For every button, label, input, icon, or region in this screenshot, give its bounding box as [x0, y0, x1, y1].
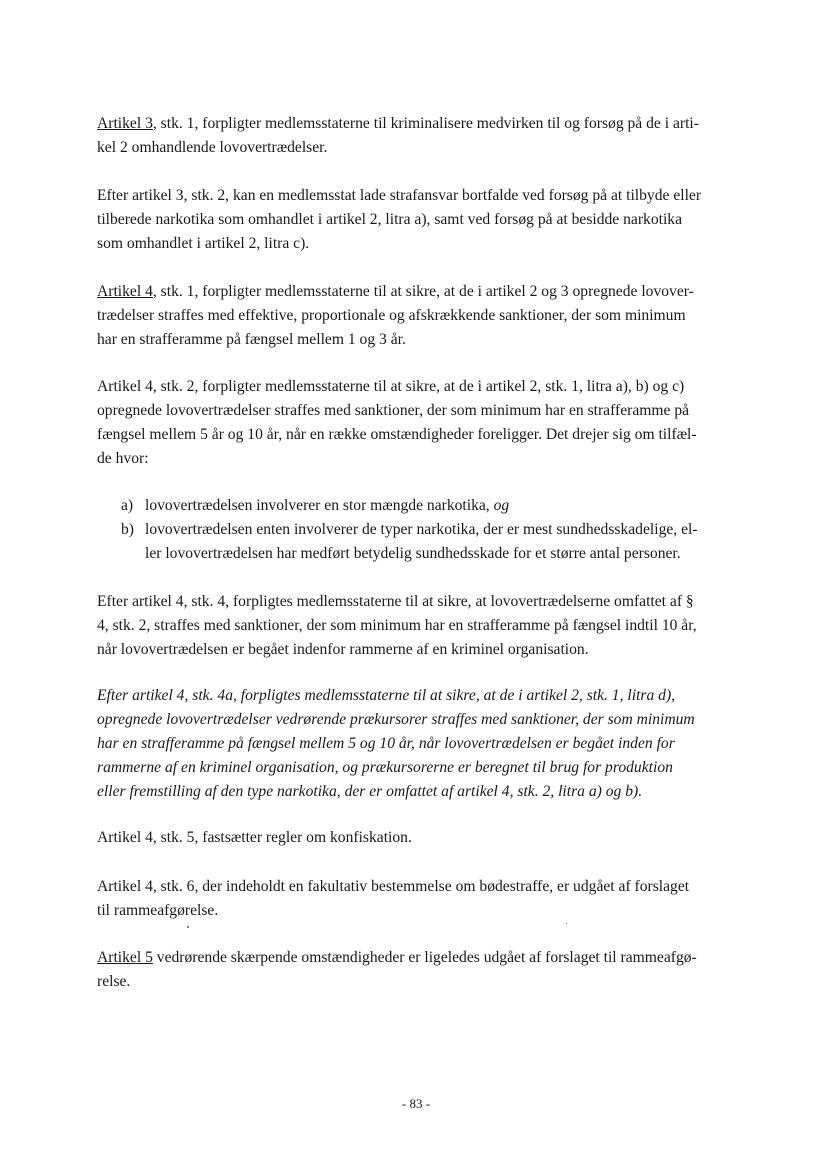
paragraph-article-4-stk-4a: Efter artikel 4, stk. 4a, forpligtes medlemsstaterne til at sikre, at de i artikel 2, stk. 1, litra d), opregnede lovovertrædelser vedrørende prækursorer straffes med sanktioner, der som minimum har en strafferamme på fængsel mellem 5 og 10 år, når lovovertrædelsen er begået inden for rammerne af en kriminel organisation, og prækursorerne er beregnet til brug for produktion eller fremstilling af den type narkotika, der er omfattet af artikel 4, stk. 2, litra a) og b). — [97, 687, 695, 800]
scan-speck — [187, 926, 189, 928]
list-item-b: b) lovovertrædelsen enten involverer de typer narkotika, der er mest sundhedsskadelige, el- ler lovovertrædelsen har medført betydelig sundhedsskade for et større antal personer. — [121, 518, 761, 566]
list-item-a: a) lovovertrædelsen involverer en stor mængde narkotika, og — [121, 494, 761, 518]
article-5-reference: Artikel 5 — [97, 949, 153, 966]
paragraph-article-4-stk-2: Artikel 4, stk. 2, forpligter medlemsstaterne til at sikre, at de i artikel 2, stk. 1, litra a), b) og c) opregnede lovovertrædelser straffes med sanktioner, der som minimum har en strafferamme på fængsel mellem 5 år og 10 år, når en række omstændigheder foreligger. Det drejer sig om tilfæl- de hvor: — [97, 378, 697, 467]
paragraph-article-3-stk-1: Artikel 3, stk. 1, forpligter medlemsstaterne til kriminalisere medvirken til og forsøg på de i arti- kel 2 omhandlende lovovertrædelser. — [97, 115, 699, 156]
page-number: - 83 - — [401, 1096, 431, 1111]
scan-speck — [566, 923, 567, 924]
list-marker: a) — [121, 497, 134, 514]
paragraph-article-4-stk-4: Efter artikel 4, stk. 4, forpligtes medlemsstaterne til at sikre, at lovovertrædelserne omfattet af § 4, stk. 2, straffes med sanktioner, der som minimum har en strafferamme på fængsel indtil 10 år, når lovovertrædelsen er begået indenfor rammerne af en kriminel organisation. — [97, 593, 697, 658]
paragraph-article-4-stk-1: Artikel 4, stk. 1, forpligter medlemsstaterne til at sikre, at de i artikel 2 og 3 opregnede lovover- trædelser straffes med effektive, proportionale og afskrækkende sanktioner, der som minimum har en strafferamme på fængsel mellem 1 og 3 år. — [97, 283, 694, 348]
article-4-reference: Artikel 4 — [97, 283, 153, 300]
article-3-reference: Artikel 3 — [97, 115, 153, 132]
paragraph-article-4-stk-5: Artikel 4, stk. 5, fastsætter regler om konfiskation. — [97, 829, 412, 846]
paragraph-article-5: Artikel 5 vedrørende skærpende omstændigheder er ligeledes udgået af forslaget til rammeafgø- relse. — [97, 949, 697, 990]
list-marker: b) — [121, 521, 134, 538]
paragraph-article-4-stk-6: Artikel 4, stk. 6, der indeholdt en fakultativ bestemmelse om bødestraffe, er udgået af forslaget til rammeafgørelse. — [97, 878, 690, 919]
paragraph-article-3-stk-2: Efter artikel 3, stk. 2, kan en medlemsstat lade strafansvar bortfalde ved forsøg på at tilbyde eller tilberede narkotika som omhandlet i artikel 2, litra a), samt ved forsøg på at besidde narkotika som omhandlet i artikel 2, litra c). — [97, 187, 702, 252]
